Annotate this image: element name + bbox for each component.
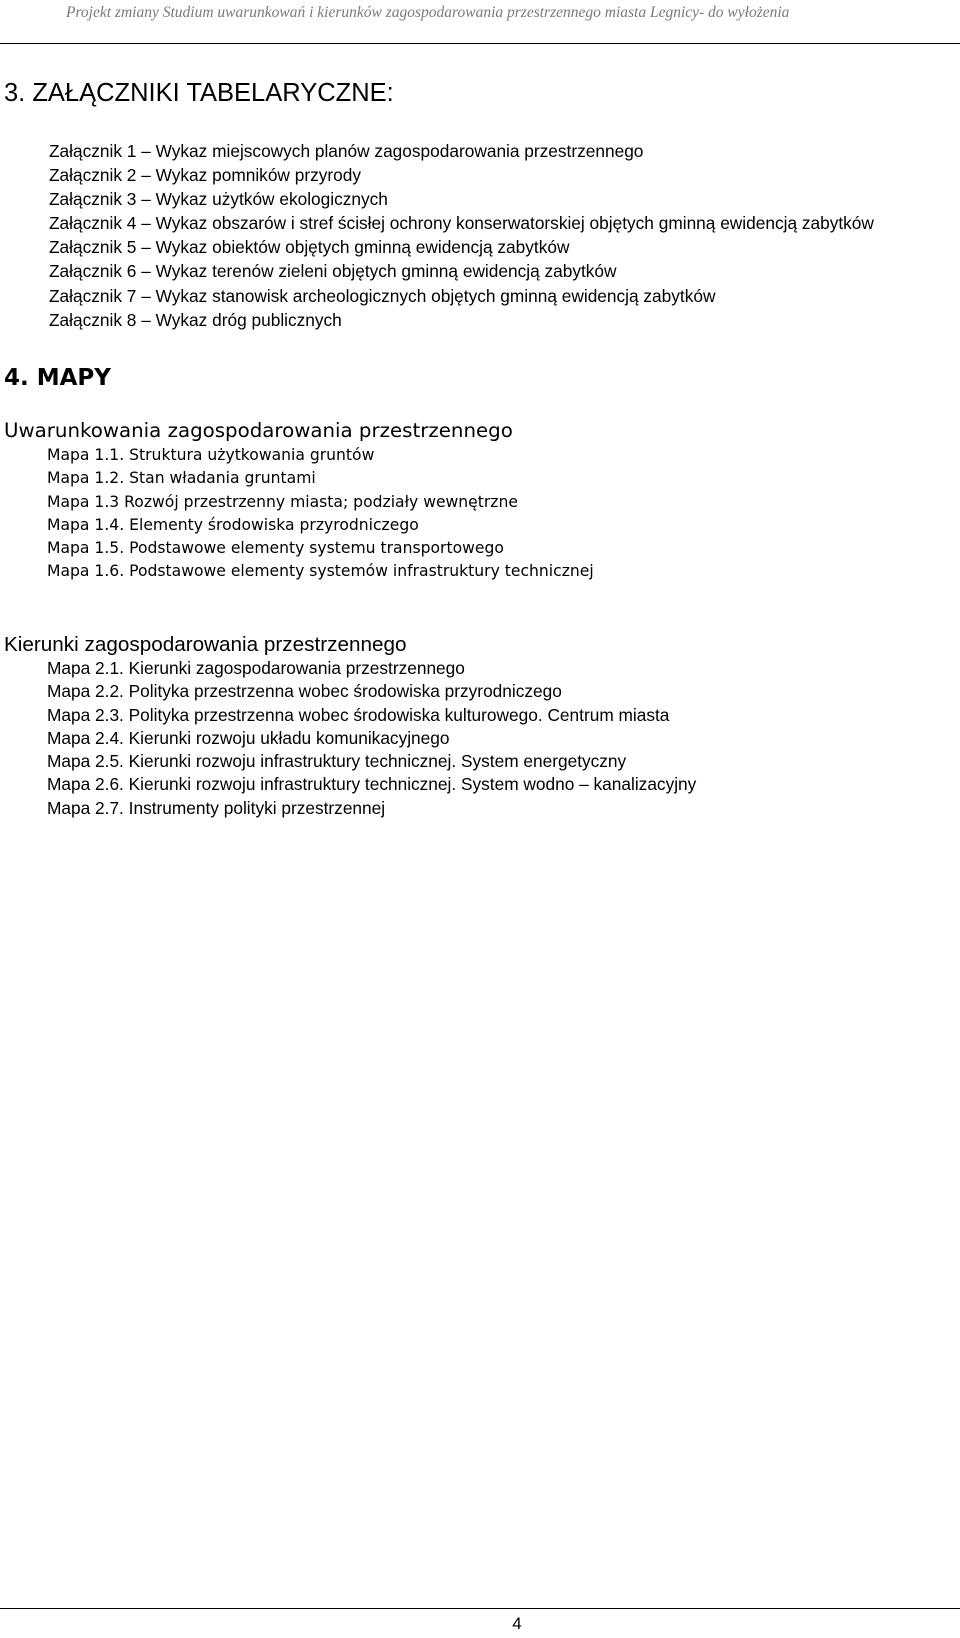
annex-item: Załącznik 4 – Wykaz obszarów i stref ścisłej ochrony konserwatorskiej objętych gminną ewidencją zabytków [49,213,874,234]
map-item: Mapa 1.5. Podstawowe elementy systemu transportowego [47,539,504,558]
footer-rule [0,1608,960,1609]
page-number: 4 [512,1614,522,1633]
map-item: Mapa 2.1. Kierunki zagospodarowania przestrzennego [47,658,465,678]
map-item: Mapa 2.3. Polityka przestrzenna wobec środowiska kulturowego. Centrum miasta [47,704,670,725]
map-item: Mapa 2.7. Instrumenty polityki przestrzennej [47,797,386,818]
map-item: Mapa 2.5. Kierunki rozwoju infrastruktury technicznej. System energetyczny [47,751,627,772]
map-item: Mapa 1.1. Struktura użytkowania gruntów [47,446,375,464]
map-item: Mapa 1.4. Elementy środowiska przyrodniczego [47,515,419,534]
annex-item: Załącznik 8 – Wykaz dróg publicznych [49,309,342,330]
map-item: Mapa 2.6. Kierunki rozwoju infrastruktury technicznej. System wodno – kanalizacyjny [47,774,697,795]
map-item: Mapa 1.3 Rozwój przestrzenny miasta; podziały wewnętrzne [47,492,518,511]
annex-item: Załącznik 5 – Wykaz obiektów objętych gminną ewidencją zabytków [49,237,570,258]
annex-item: Załącznik 1 – Wykaz miejscowych planów zagospodarowania przestrzennego [49,141,644,161]
maps-list-conditions [47,444,594,584]
maps-list-directions [47,657,696,820]
header-rule [0,43,960,44]
section-3-heading: 3. ZAŁĄCZNIKI TABELARYCZNE: [4,79,394,107]
map-item: Mapa 2.4. Kierunki rozwoju układu komunikacyjnego [47,727,450,748]
map-item: Mapa 1.2. Stan władania gruntami [47,469,316,488]
maps-group-title-conditions: Uwarunkowania zagospodarowania przestrzennego [4,419,513,442]
annex-list [49,139,955,332]
annex-item: Załącznik 2 – Wykaz pomników przyrody [49,165,361,186]
map-item: Mapa 2.2. Polityka przestrzenna wobec środowiska przyrodniczego [47,681,562,702]
annex-item: Załącznik 6 – Wykaz terenów zieleni objętych gminną ewidencją zabytków [49,261,617,282]
running-header: Projekt zmiany Studium uwarunkowań i kierunków zagospodarowania przestrzennego miasta Legnicy- do wyłożenia [66,4,790,21]
section-4-heading: 4. MAPY [4,365,111,391]
annex-item: Załącznik 7 – Wykaz stanowisk archeologicznych objętych gminną ewidencją zabytków [49,285,716,306]
maps-group-title-directions: Kierunki zagospodarowania przestrzennego [4,633,407,656]
map-item: Mapa 1.6. Podstawowe elementy systemów infrastruktury technicznej [47,562,594,581]
annex-item: Załącznik 3 – Wykaz użytków ekologicznych [49,189,388,210]
